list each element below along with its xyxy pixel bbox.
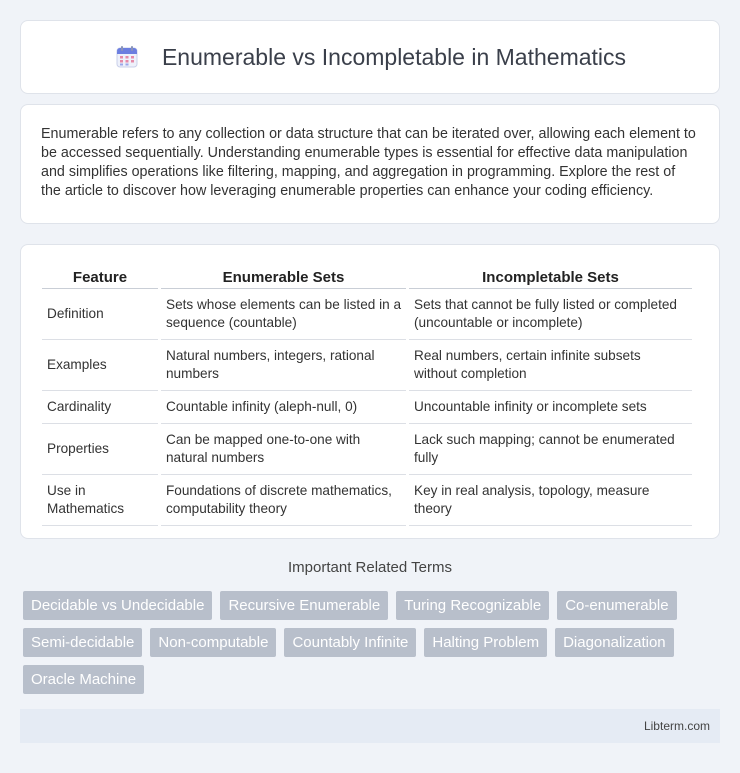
related-term-tag[interactable]: Oracle Machine [23,665,144,694]
footer-brand[interactable]: Libterm.com [643,719,710,733]
row-feature: Cardinality [42,391,158,424]
row-enumerable: Sets whose elements can be listed in a sequence (countable) [161,289,406,340]
table-row [42,424,692,475]
row-incompletable: Sets that cannot be fully listed or completed (uncountable or incomplete) [409,289,692,340]
table-row [42,475,692,526]
row-enumerable: Countable infinity (aleph-null, 0) [161,391,406,424]
row-feature: Examples [42,340,158,391]
comparison-table-card [20,244,720,539]
related-term-tag[interactable]: Decidable vs Undecidable [23,591,212,620]
related-term-tag[interactable]: Co-enumerable [557,591,676,620]
intro-paragraph: Enumerable refers to any collection or data structure that can be iterated over, allowing each element to be accessed sequentially. Understanding enumerable types is essential for effective data manipulation and simplifies operations like filtering, mapping, and aggregation in programming. Explore the rest of the article to discover how leveraging enumerable properties can enhance your coding efficiency. [41,126,696,199]
related-term-tag[interactable]: Turing Recognizable [396,591,549,620]
table-header-row [42,265,692,289]
related-term-tag[interactable]: Semi-decidable [23,628,142,657]
table-row [42,391,692,424]
header-incompletable: Incompletable Sets [409,265,692,289]
related-term-tag[interactable]: Recursive Enumerable [220,591,388,620]
row-incompletable: Uncountable infinity or incomplete sets [409,391,692,424]
related-term-tag[interactable]: Diagonalization [555,628,674,657]
table-row [42,340,692,391]
row-feature: Definition [42,289,158,340]
calendar-icon [114,44,140,70]
page-title: Enumerable vs Incompletable in Mathematics [161,43,627,70]
row-enumerable: Natural numbers, integers, rational numbers [161,340,406,391]
related-term-tag[interactable]: Countably Infinite [284,628,416,657]
table-row [42,289,692,340]
row-incompletable: Real numbers, certain infinite subsets without completion [409,340,692,391]
footer [20,709,720,743]
related-term-tag[interactable]: Non-computable [150,628,276,657]
header-card [20,20,720,94]
row-incompletable: Key in real analysis, topology, measure theory [409,475,692,526]
header-feature: Feature [42,265,158,289]
row-enumerable: Can be mapped one-to-one with natural numbers [161,424,406,475]
related-term-tag[interactable]: Halting Problem [424,628,547,657]
comparison-table [39,265,695,526]
row-enumerable: Foundations of discrete mathematics, computability theory [161,475,406,526]
related-terms-title: Important Related Terms [288,559,452,576]
row-incompletable: Lack such mapping; cannot be enumerated fully [409,424,692,475]
row-feature: Properties [42,424,158,475]
related-terms-list [23,591,723,694]
intro-card [20,104,720,224]
row-feature: Use in Mathematics [42,475,158,526]
header-enumerable: Enumerable Sets [161,265,406,289]
